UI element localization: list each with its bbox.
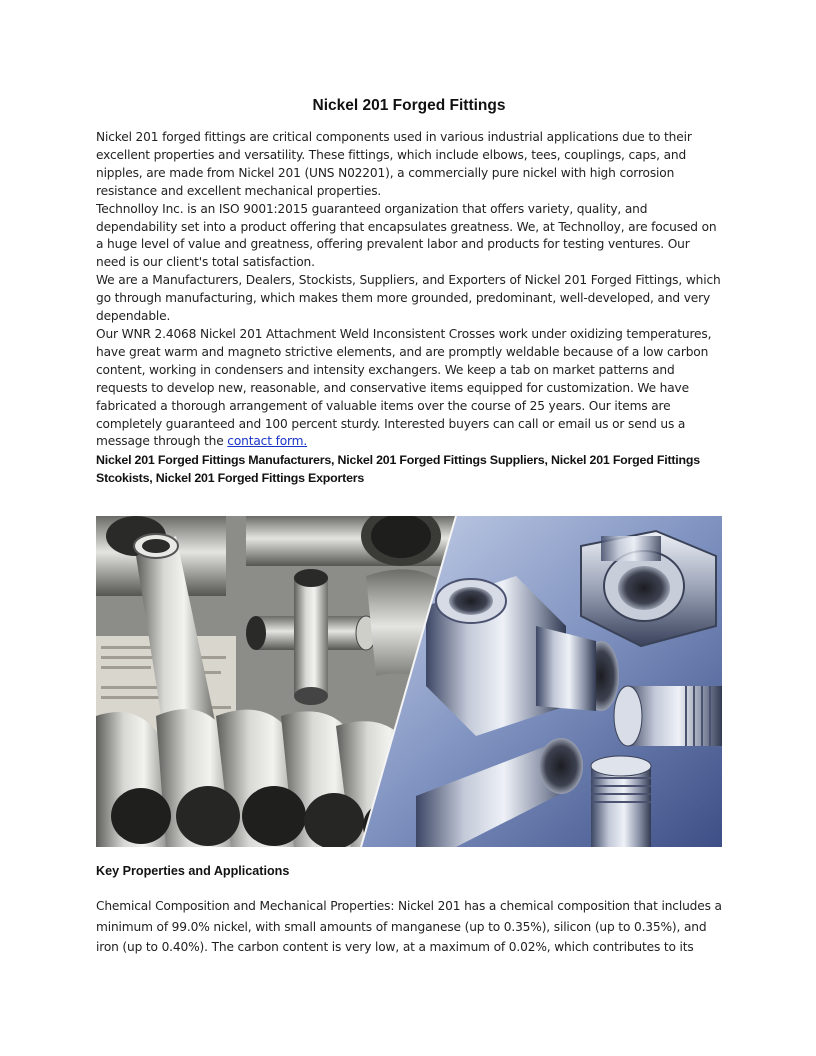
product-photo — [96, 516, 722, 847]
paragraph-1: Nickel 201 forged fittings are critical components used in various industrial applications due to their excellent properties and versatility. These fittings, which include elbows, tees, couplings, caps, and nipples, are made from Nickel 201 (UNS N02201), a commercially pure nickel with high corrosion resistance and excellent mechanical properties. — [96, 130, 692, 198]
section-paragraph: Chemical Composition and Mechanical Properties: Nickel 201 has a chemical composition that includes a minimum of 99.0% nickel, with small amounts of manganese (up to 0.35%), silicon (up to 0.35%), and iron (up to 0.40%). The carbon content is very low, at a maximum of 0.02%, which contributes to its — [96, 899, 722, 954]
paragraph-2: Technolloy Inc. is an ISO 9001:2015 guaranteed organization that offers variety, quality, and dependability set into a product offering that encapsulates greatness. We, at Technolloy, are focused on a huge level of value and greatness, offering prevalent labor and products for testing ventures. Our need is our client's total satisfaction. — [96, 201, 717, 270]
intro-text — [96, 129, 722, 487]
keywords-line: Nickel 201 Forged Fittings Manufacturers, Nickel 201 Forged Fittings Suppliers, Nickel 201 Forged Fittings Stcokists, Nickel 201 Forged Fittings Exporters — [96, 453, 700, 486]
fittings-photo-graphic — [96, 516, 722, 847]
paragraph-3: We are a Manufacturers, Dealers, Stockists, Suppliers, and Exporters of Nickel 201 Forged Fittings, which go through manufacturing, which makes them more grounded, predominant, well-developed, and very dependable. — [96, 273, 721, 324]
contact-form-link[interactable]: contact form. — [227, 434, 308, 449]
paragraph-4 — [96, 326, 722, 451]
section-heading: Key Properties and Applications — [96, 864, 290, 878]
paragraph-4-text: Our WNR 2.4068 Nickel 201 Attachment Weld Inconsistent Crosses work under oxidizing temperatures, have great warm and magneto strictive elements, and are promptly weldable because of a low carbon content, working in condensers and intensity exchangers. We keep a tab on market patterns and requests to develop new, reasonable, and conservative items equipped for customization. We have fabricated a thorough arrangement of valuable items over the course of 25 years. Our items are completely guaranteed and 100 percent sturdy. Interested buyers can call or email us or send us a message through the — [96, 326, 712, 449]
page-title: Nickel 201 Forged Fittings — [312, 97, 506, 114]
